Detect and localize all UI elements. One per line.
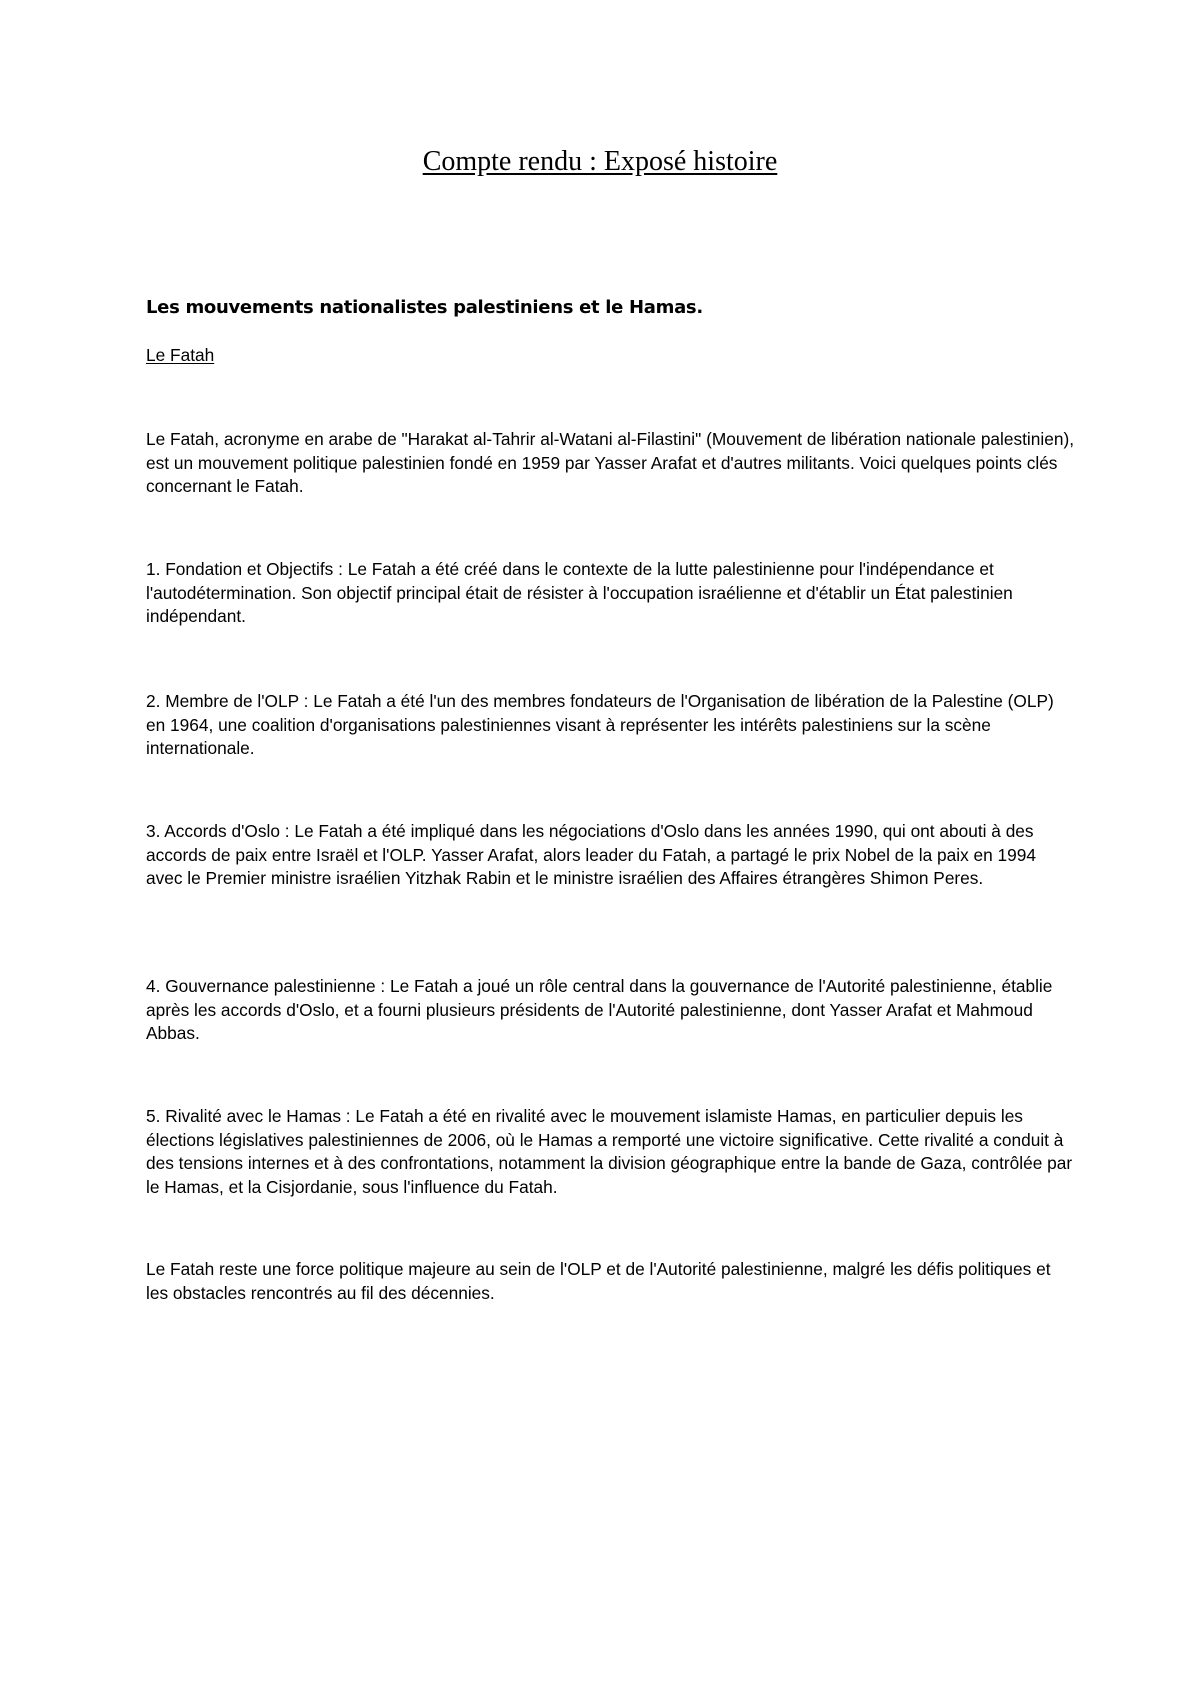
intro-paragraph-block: [146, 428, 1076, 499]
point-4-paragraph: 4. Gouvernance palestinienne : Le Fatah a joué un rôle central dans la gouvernance de l'Autorité palestinienne, établie après les accords d'Oslo, et a fourni plusieurs présidents de l'Autorité palestinienne, dont Yasser Arafat et Mahmoud Abbas.: [146, 976, 1053, 1043]
section-heading: Les mouvements nationalistes palestiniens et le Hamas.: [146, 297, 703, 318]
point-1-block: [146, 558, 1076, 629]
point-5-block: [146, 1105, 1076, 1199]
point-5-paragraph: 5. Rivalité avec le Hamas : Le Fatah a été en rivalité avec le mouvement islamiste Hamas, en particulier depuis les élections législatives palestiniennes de 2006, où le Hamas a remporté une victoire significative. Cette rivalité a conduit à des tensions internes et à des confrontations, notamment la division géographique entre la bande de Gaza, contrôlée par le Hamas, et la Cisjordanie, sous l'influence du Fatah.: [146, 1106, 1073, 1197]
point-4-block: [146, 975, 1076, 1046]
document-title: Compte rendu : Exposé histoire: [422, 146, 778, 177]
point-2-paragraph: 2. Membre de l'OLP : Le Fatah a été l'un des membres fondateurs de l'Organisation de libération de la Palestine (OLP) en 1964, une coalition d'organisations palestiniennes visant à représenter les intérêts palestiniens sur la scène internationale.: [146, 691, 1054, 758]
point-3-block: [146, 820, 1076, 891]
point-2-block: [146, 690, 1076, 761]
point-3-paragraph: 3. Accords d'Oslo : Le Fatah a été impliqué dans les négociations d'Oslo dans les années 1990, qui ont abouti à des accords de paix entre Israël et l'OLP. Yasser Arafat, alors leader du Fatah, a partagé le prix Nobel de la paix en 1994 avec le Premier ministre israélien Yitzhak Rabin et le ministre israélien des Affaires étrangères Shimon Peres.: [146, 821, 1036, 888]
intro-paragraph: Le Fatah, acronyme en arabe de "Harakat al-Tahrir al-Watani al-Filastini" (Mouvement de libération nationale palestinien), est un mouvement politique palestinien fondé en 1959 par Yasser Arafat et d'autres militants. Voici quelques points clés concernant le Fatah.: [146, 429, 1074, 496]
point-1-paragraph: 1. Fondation et Objectifs : Le Fatah a été créé dans le contexte de la lutte palestinienne pour l'indépendance et l'autodétermination. Son objectif principal était de résister à l'occupation israélienne et d'établir un État palestinien indépendant.: [146, 559, 1013, 626]
conclusion-block: [146, 1258, 1076, 1305]
subsection-heading: Le Fatah: [146, 345, 215, 365]
conclusion-paragraph: Le Fatah reste une force politique majeure au sein de l'OLP et de l'Autorité palestinienne, malgré les défis politiques et les obstacles rencontrés au fil des décennies.: [146, 1259, 1051, 1303]
